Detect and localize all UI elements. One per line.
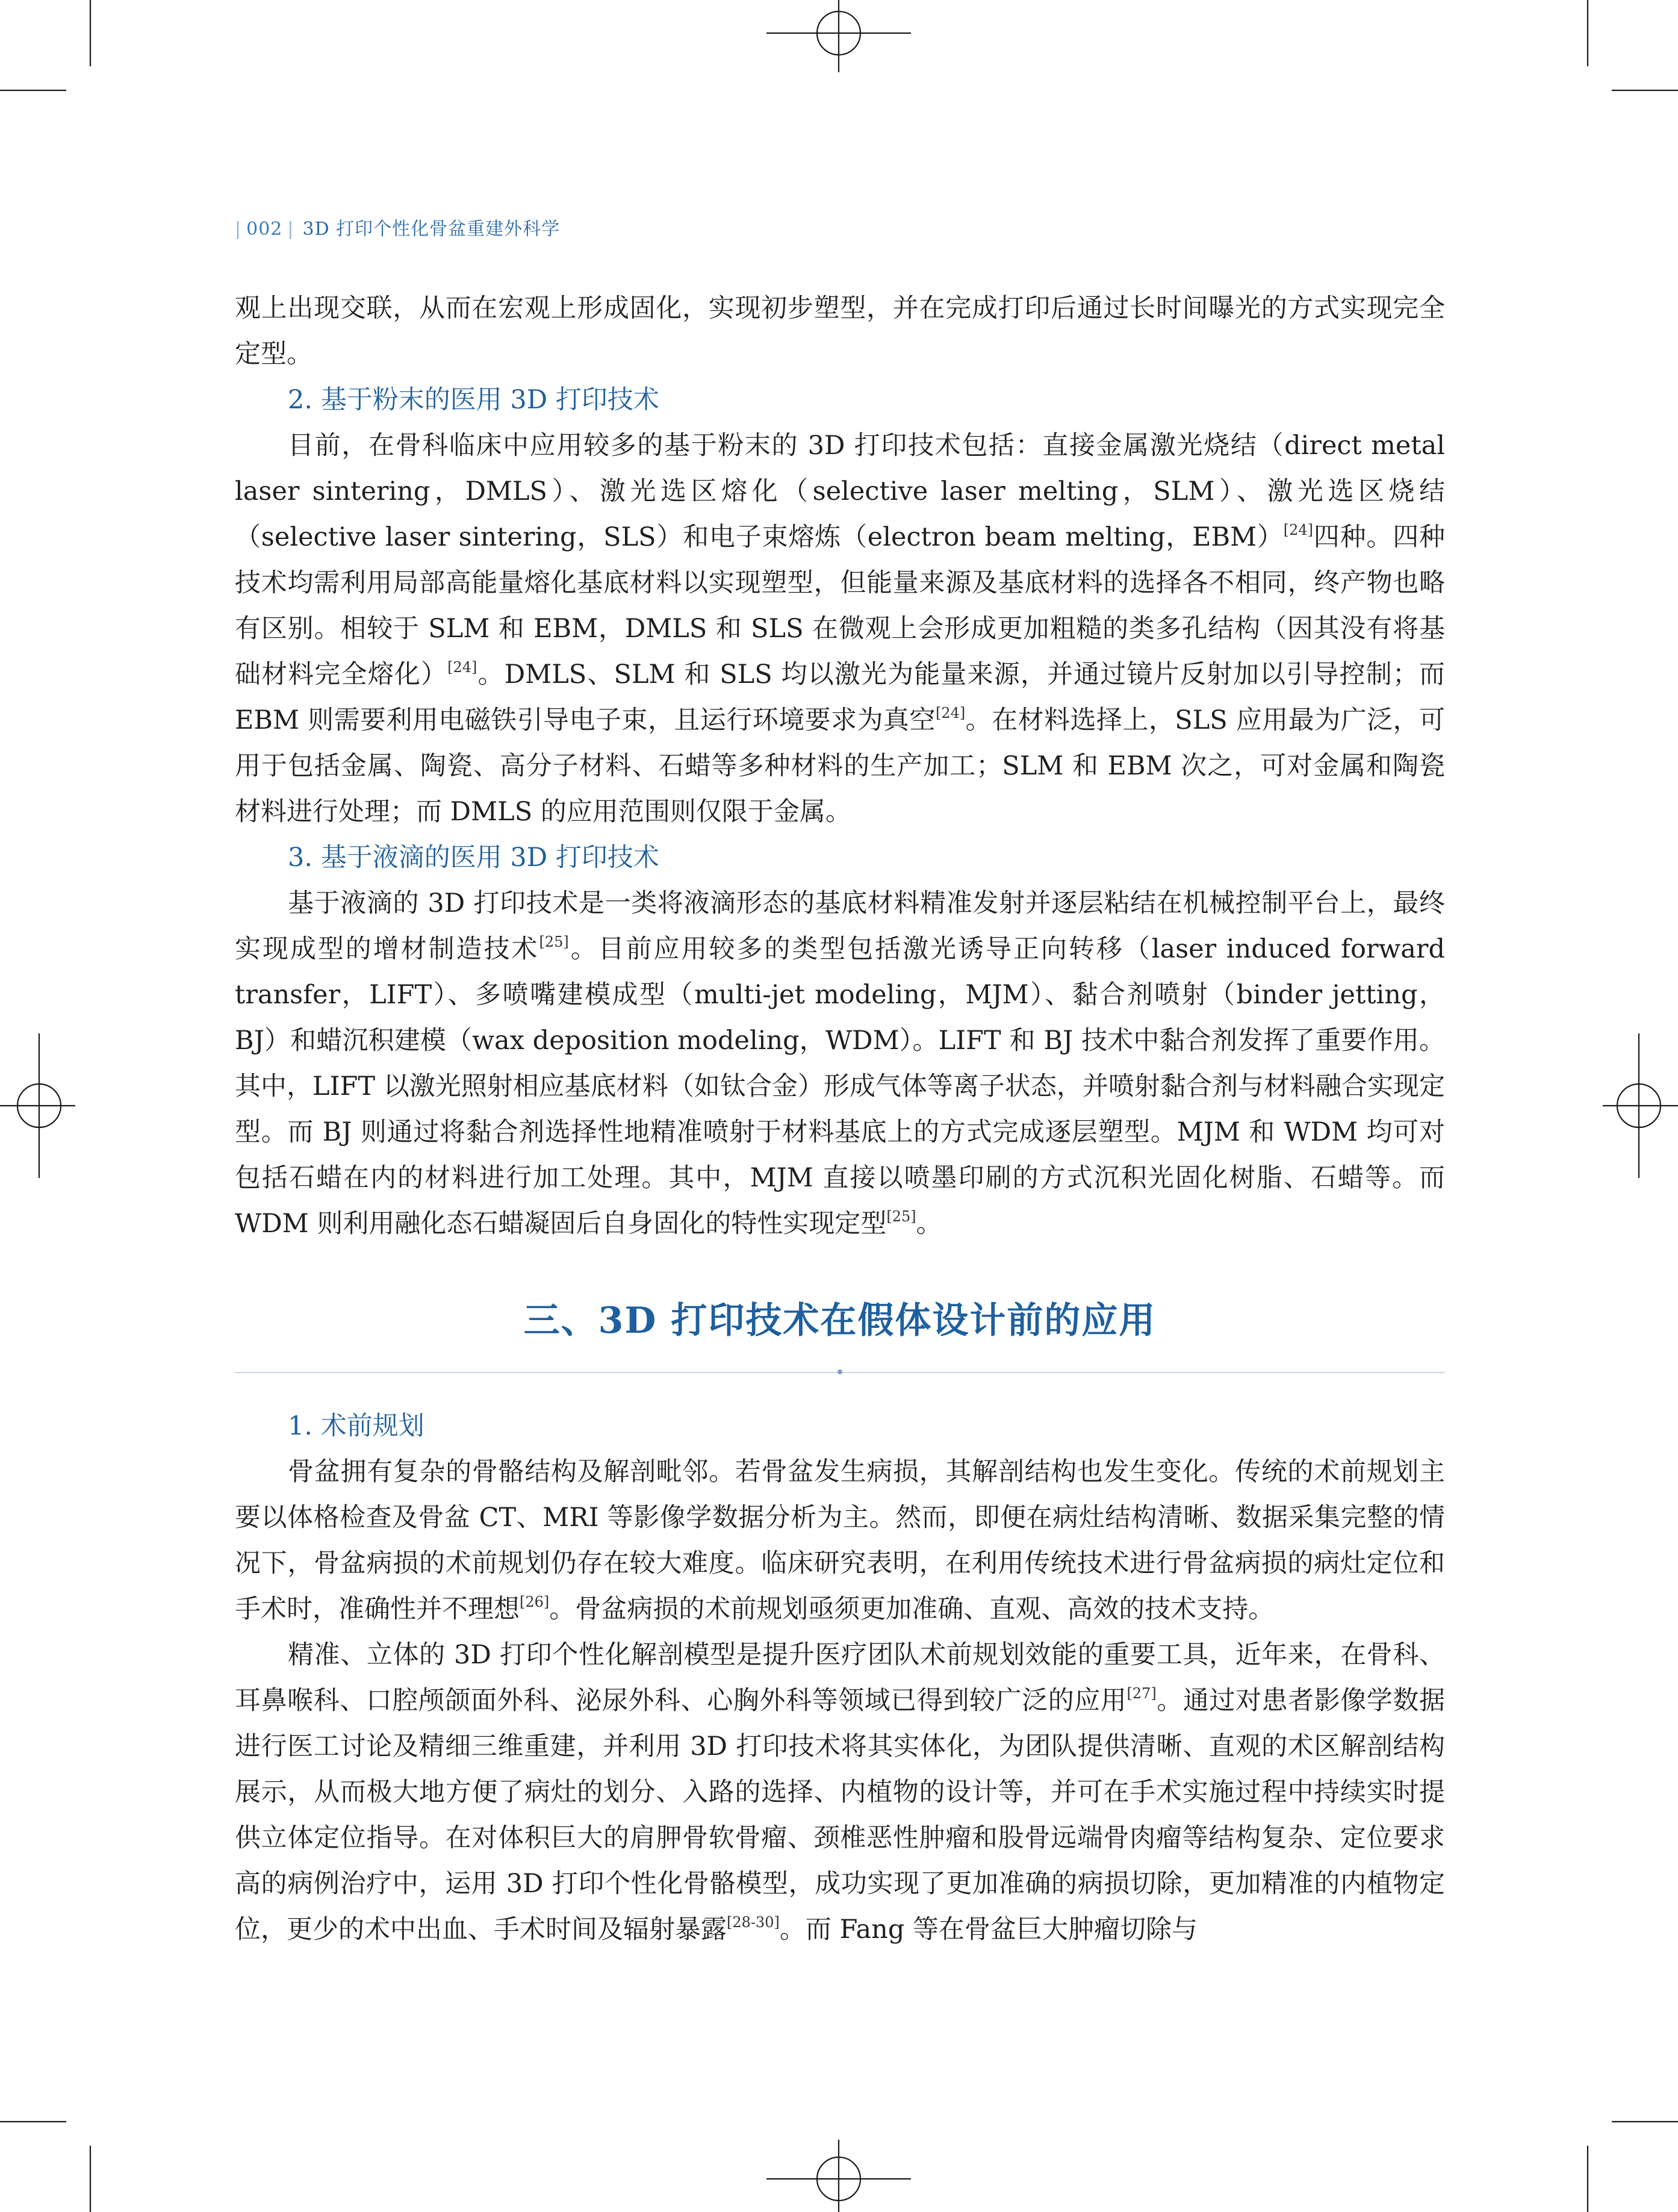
text-run: 。DMLS、SLM 和 SLS 均以激光为能量来源，并通过镜片反射加以引导控制；而 EBM 则需要利用电磁铁引导电子束，且运行环境要求为真空	[235, 659, 1445, 735]
citation-ref: [25]	[886, 1208, 916, 1225]
paragraph-droplet-techniques	[235, 880, 1445, 1247]
citation-ref: [24]	[1283, 522, 1313, 538]
registration-mark-right	[1603, 1033, 1678, 1178]
header-divider: |	[287, 219, 294, 240]
paragraph-continued: 观上出现交联，从而在宏观上形成固化，实现初步塑型，并在完成打印后通过长时间曝光的方式实现完全定型。	[235, 293, 1445, 369]
running-header	[235, 214, 560, 240]
crop-mark-top-right	[1588, 0, 1678, 90]
citation-ref: [24]	[935, 705, 966, 721]
citation-ref: [28-30]	[727, 1914, 780, 1931]
text-run: 。	[916, 1209, 942, 1239]
crop-mark-bottom-right	[1588, 2122, 1678, 2212]
citation-ref: [26]	[520, 1594, 550, 1610]
text-run: 目前，在骨科临床中应用较多的基于粉末的 3D 打印技术包括：直接金属激光烧结（direct metal laser sintering，DMLS）、激光选区熔化（selective laser melting，SLM）、激光选区烧结（selective laser sintering，SLS）和电子束熔炼（electron beam melting，EBM）	[235, 431, 1445, 552]
subheading-preop-planning: 1. 术前规划	[288, 1411, 424, 1441]
page-body	[235, 285, 1445, 1952]
citation-ref: [27]	[1126, 1685, 1157, 1702]
paragraph-pelvis-planning	[235, 1449, 1445, 1632]
text-run: 四种。四种技术均需利用局部高能量熔化基底材料以实现塑型，但能量来源及基底材料的选择各不相同，终产物也略有区别。相较于 SLM 和 EBM，DMLS 和 SLS 在微观上会形成更加粗糙的类多孔结构（因其没有将基础材料完全熔化）	[235, 522, 1446, 690]
header-divider: |	[235, 219, 242, 240]
registration-mark-bottom	[766, 2140, 911, 2212]
section-divider	[235, 1372, 1445, 1373]
text-run: 。骨盆病损的术前规划亟须更加准确、直观、高效的技术支持。	[549, 1594, 1275, 1624]
subheading-powder-printing: 2. 基于粉末的医用 3D 打印技术	[288, 385, 659, 415]
subheading-droplet-printing: 3. 基于液滴的医用 3D 打印技术	[288, 843, 659, 873]
text-run: 骨盆拥有复杂的骨骼结构及解剖毗邻。若骨盆发生病损，其解剖结构也发生变化。传统的术前规划主要以体格检查及骨盆 CT、MRI 等影像学数据分析为主。然而，即便在病灶结构清晰、数据采集完整的情况下，骨盆病损的术前规划仍存在较大难度。临床研究表明，在利用传统技术进行骨盆病损的病灶定位和手术时，准确性并不理想	[235, 1457, 1445, 1624]
page-number: 002	[246, 219, 283, 240]
registration-mark-left	[0, 1033, 75, 1178]
book-title: 3D 打印个性化骨盆重建外科学	[302, 219, 561, 240]
paragraph-3d-models	[235, 1632, 1445, 1952]
text-run: 。通过对患者影像学数据进行医工讨论及精细三维重建，并利用 3D 打印技术将其实体化，为团队提供清晰、直观的术区解剖结构展示，从而极大地方便了病灶的划分、入路的选择、内植物的设计等，并可在手术实施过程中持续实时提供立体定位指导。在对体积巨大的肩胛骨软骨瘤、颈椎恶性肿瘤和股骨远端骨肉瘤等结构复杂、定位要求高的病例治疗中，运用 3D 打印个性化骨骼模型，成功实现了更加准确的病损切除，更加精准的内植物定位，更少的术中出血、手术时间及辐射暴露	[235, 1686, 1446, 1945]
text-run: 。而 Fang 等在骨盆巨大肿瘤切除与	[779, 1914, 1198, 1945]
divider-ornament	[837, 1369, 842, 1374]
text-run: 。在材料选择上，SLS 应用最为广泛，可用于包括金属、陶瓷、高分子材料、石蜡等多种材料的生产加工；SLM 和 EBM 次之，可对金属和陶瓷材料进行处理；而 DMLS 的应用范围则仅限于金属。	[235, 705, 1446, 827]
citation-ref: [24]	[447, 659, 477, 676]
text-run: 基于液滴的 3D 打印技术是一类将液滴形态的基底材料精准发射并逐层粘结在机械控制平台上，最终实现成型的增材制造技术	[235, 888, 1445, 964]
text-run: 。目前应用较多的类型包括激光诱导正向转移（laser induced forward transfer，LIFT）、多喷嘴建模成型（multi-jet modeling，MJM）、黏合剂喷射（binder jetting，BJ）和蜡沉积建模（wax deposition modeling，WDM）。LIFT 和 BJ 技术中黏合剂发挥了重要作用。其中，LIFT 以激光照射相应基底材料（如钛合金）形成气体等离子状态，并喷射黏合剂与材料融合实现定型。而 BJ 则通过将黏合剂选择性地精准喷射于材料基底上的方式完成逐层塑型。MJM 和 WDM 均可对包括石蜡在内的材料进行加工处理。其中，MJM 直接以喷墨印刷的方式沉积光固化树脂、石蜡等。而 WDM 则利用融化态石蜡凝固后自身固化的特性实现定型	[235, 934, 1446, 1239]
crop-mark-bottom-left	[0, 2122, 90, 2212]
text-run: 精准、立体的 3D 打印个性化解剖模型是提升医疗团队术前规划效能的重要工具，近年来，在骨科、耳鼻喉科、口腔颅颌面外科、泌尿外科、心胸外科等领域已得到较广泛的应用	[235, 1640, 1445, 1716]
registration-mark-top	[766, 0, 911, 72]
section-title: 三、3D 打印技术在假体设计前的应用	[523, 1300, 1157, 1342]
crop-mark-top-left	[0, 0, 90, 90]
paragraph-powder-techniques	[235, 423, 1445, 835]
citation-ref: [25]	[539, 933, 569, 950]
